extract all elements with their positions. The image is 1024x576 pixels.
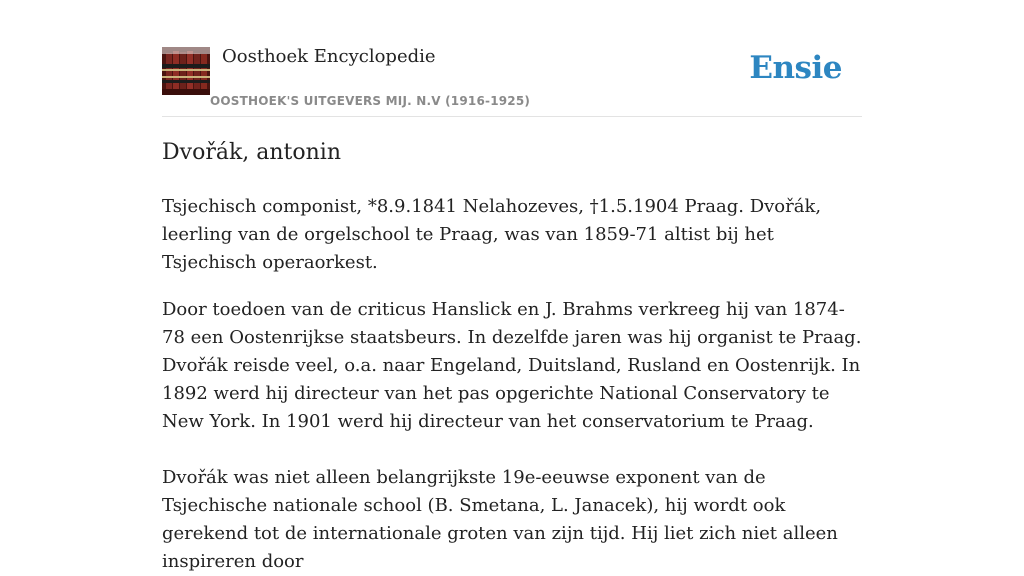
source-header xyxy=(162,0,862,117)
source-subtitle: OOSTHOEK'S UITGEVERS MIJ. N.V (1916-1925) xyxy=(210,94,531,108)
book-spines-icon xyxy=(162,47,210,95)
entry-title: Dvořák, antonin xyxy=(162,140,342,165)
source-avatar[interactable] xyxy=(162,47,210,95)
article-paragraph: Tsjechisch componist, *8.9.1841 Nelahozeves, †1.5.1904 Praag. Dvořák, leerling van de orgelschool te Praag, was van 1859-71 altist bij het Tsjechisch operaorkest. xyxy=(162,196,822,273)
source-title[interactable]: Oosthoek Encyclopedie xyxy=(222,46,436,67)
article-paragraph: Dvořák was niet alleen belangrijkste 19e-eeuwse exponent van de Tsjechische nationale school (B. Smetana, L. Janacek), hij wordt ook gerekend tot de internationale groten van zijn tijd. Hij liet zich niet alleen inspireren door xyxy=(162,467,838,572)
ensie-logo-link[interactable]: Ensie xyxy=(749,50,842,86)
page xyxy=(162,0,862,572)
article-body xyxy=(162,193,862,576)
article-paragraph: Door toedoen van de criticus Hanslick en J. Brahms verkreeg hij van 1874-78 een Oostenrijkse staatsbeurs. In dezelfde jaren was hij organist te Praag. Dvořák reisde veel, o.a. naar Engeland, Duitsland, Rusland en Oostenrijk. In 1892 werd hij directeur van het pas opgerichte National Conservatory te New York. In 1901 werd hij directeur van het conservatorium te Praag. xyxy=(162,299,862,432)
